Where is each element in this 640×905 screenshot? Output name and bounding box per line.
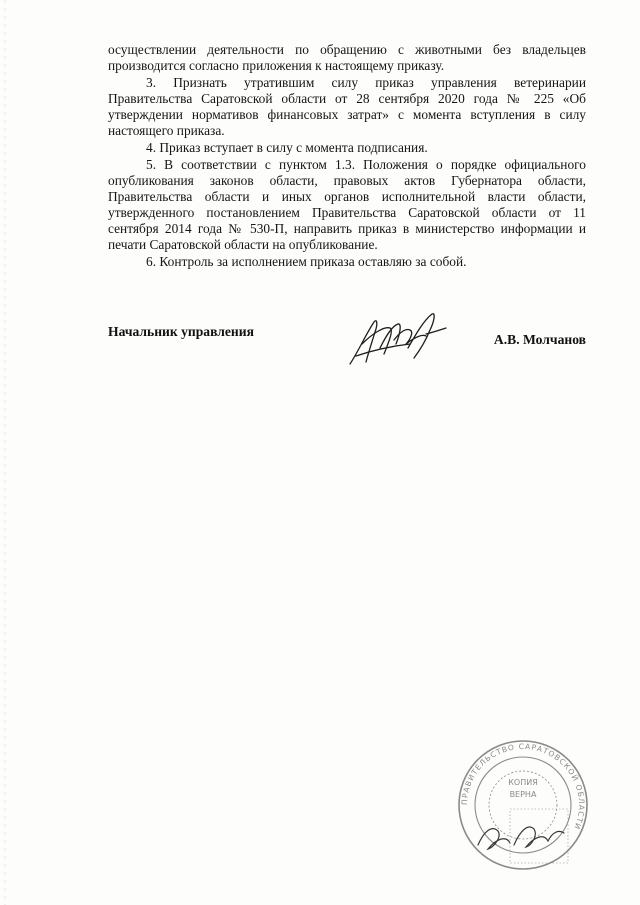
- paragraph-item-4: 4. Приказ вступает в силу с момента подписания.: [146, 140, 428, 155]
- stamp-inner-line-1: КОПИЯ: [508, 778, 538, 787]
- paragraph-continuation: осуществлении деятельности по обращению с животными без владельцев производится согласно приложения к настоящему приказу.: [108, 42, 586, 73]
- official-stamp-seal: [448, 735, 598, 875]
- paragraph-item-6: 6. Контроль за исполнением приказа оставляю за собой.: [146, 254, 467, 269]
- paragraph-item-3: 3. Признать утратившим силу приказ управления ветеринарии Правительства Саратовской области от 28 сентября 2020 года № 225 «Об утверждении нормативов финансовых затрат» с момента вступления в силу настоящего приказа.: [108, 75, 586, 138]
- signature-block: [108, 322, 586, 382]
- stamp-ring-text: ПРАВИТЕЛЬСТВО САРАТОВСКОЙ ОБЛАСТИ: [459, 741, 587, 832]
- handwritten-signature: [344, 304, 454, 374]
- signer-position: Начальник управления: [108, 324, 254, 339]
- signer-name: А.В. Молчанов: [493, 332, 586, 347]
- stamp-inner-line-2: ВЕРНА: [509, 790, 537, 799]
- document-body: [108, 42, 586, 271]
- scan-edge-line: [4, 0, 6, 905]
- paragraph-item-5: 5. В соответствии с пунктом 1.3. Положения о порядке официального опубликования законов области, правовых актов Губернатора области, Правительства области и иных органов исполнительной власти области, утвержденного постановлением Правительства Саратовской области от 11 сентября 2014 года № 530-П, направить приказ в министерство информации и печати Саратовской области на опубликование.: [108, 157, 586, 252]
